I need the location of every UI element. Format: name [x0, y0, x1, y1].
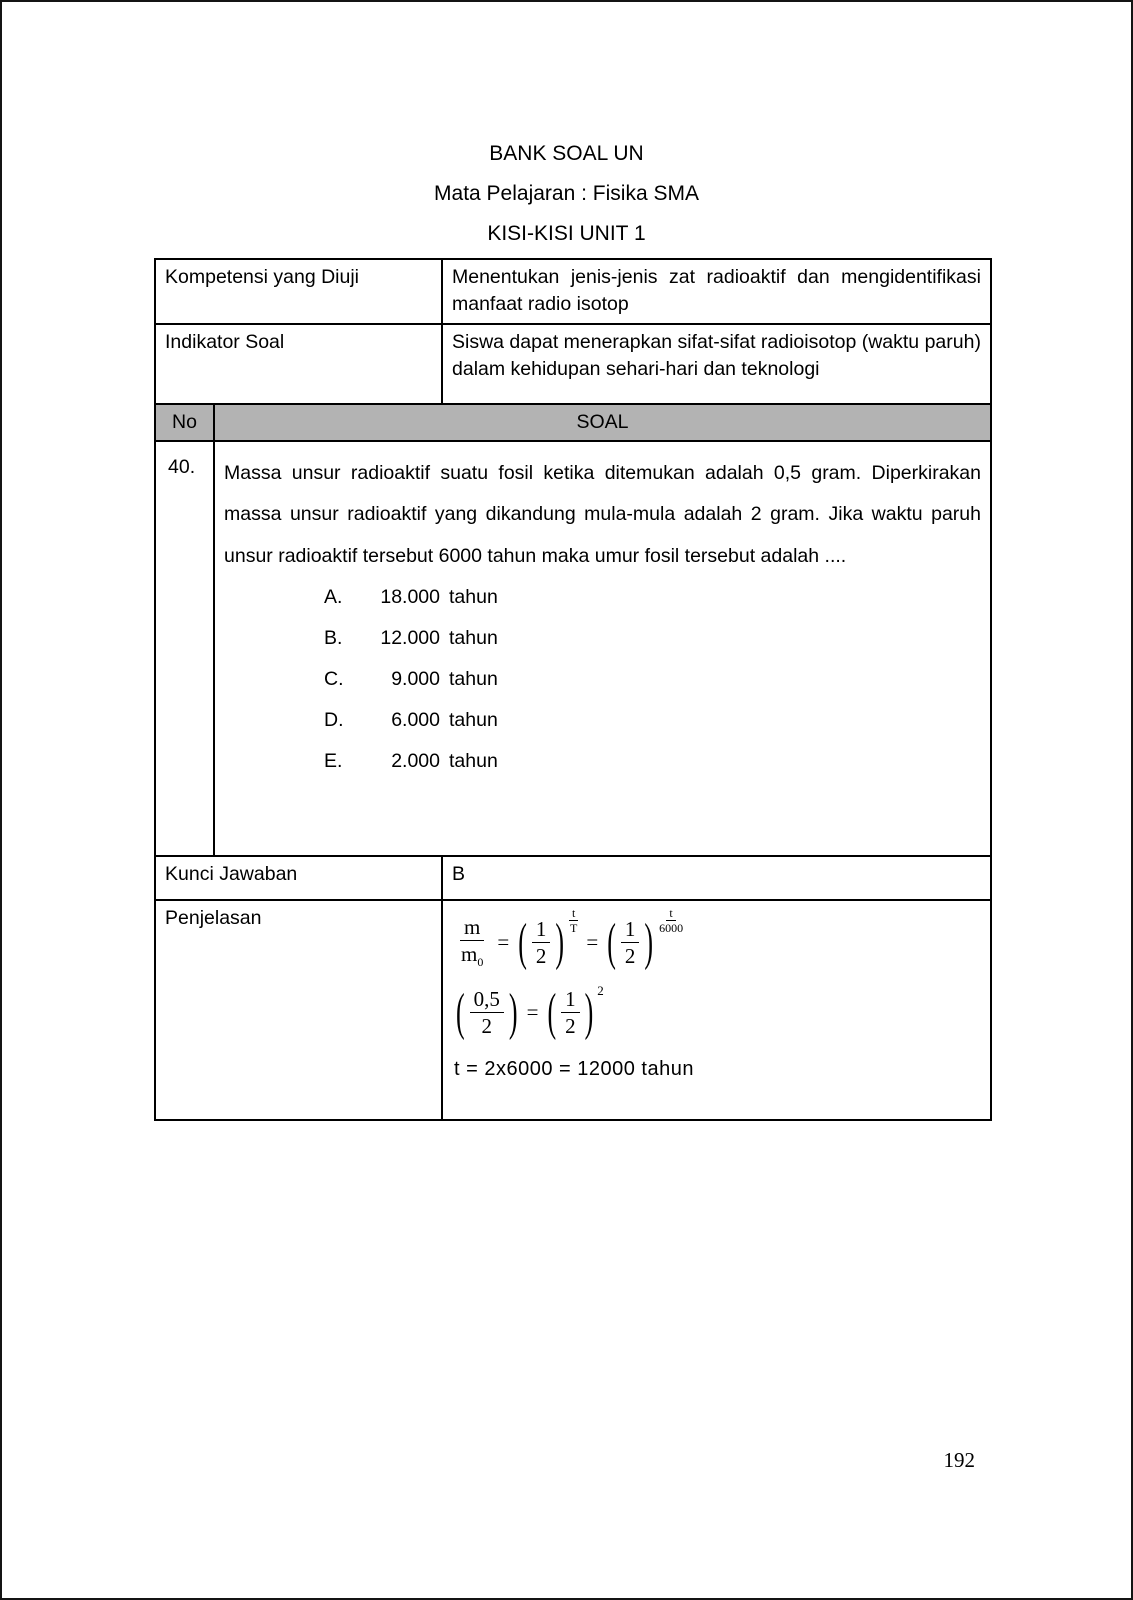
indikator-label: Indikator Soal: [165, 330, 285, 353]
denominator: 2: [535, 944, 547, 969]
exam-table: [154, 258, 992, 1121]
soal-header: SOAL: [213, 405, 990, 440]
row-question: [156, 440, 990, 855]
numerator: 1: [561, 987, 580, 1013]
numerator: t: [666, 906, 675, 921]
option-letter: A.: [324, 586, 343, 609]
option-a: [324, 577, 981, 618]
denominator: 2: [624, 944, 636, 969]
numerator: 1: [621, 917, 640, 943]
indikator-value: Siswa dapat menerapkan sifat-sifat radioisotop (waktu paruh) dalam kehidupan sehari-hari dan teknologi: [441, 325, 990, 403]
option-b: [324, 618, 981, 659]
equals-sign: =: [497, 930, 510, 955]
option-value: 6.000: [391, 709, 440, 732]
exponent-2: 2: [597, 982, 604, 998]
option-letter: D.: [324, 709, 344, 732]
option-c: [324, 659, 981, 700]
kompetensi-value: Menentukan jenis-jenis zat radioaktif dan mengidentifikasi manfaat radio isotop: [441, 260, 990, 323]
formula-ratio-solved: [454, 982, 981, 1041]
numerator: m: [460, 915, 484, 941]
right-paren: ): [584, 982, 594, 1041]
left-paren: (: [456, 982, 465, 1041]
fraction-05-over-2: [470, 987, 504, 1038]
numerator: t: [569, 906, 578, 921]
denominator: T: [570, 921, 578, 936]
doc-title: BANK SOAL UN: [489, 142, 644, 165]
kompetensi-label: Kompetensi yang Diuji: [165, 266, 360, 288]
option-value: 12.000: [380, 627, 440, 650]
left-paren: (: [547, 982, 557, 1041]
right-paren: ): [644, 912, 654, 971]
doc-unit: KISI-KISI UNIT 1: [487, 222, 646, 245]
option-value: 18.000: [380, 586, 440, 609]
option-letter: C.: [324, 668, 344, 691]
option-unit: tahun: [449, 668, 498, 691]
option-value: 9.000: [391, 668, 440, 691]
option-unit: tahun: [449, 709, 498, 732]
option-letter: B.: [324, 627, 343, 650]
option-d: [324, 700, 981, 741]
formula-half-life-ratio: [454, 906, 981, 971]
option-letter: E.: [324, 750, 343, 773]
denominator: 2: [565, 1014, 576, 1039]
den-base: m: [461, 942, 478, 967]
fraction-m-m0: [457, 915, 487, 970]
kunci-label: Kunci Jawaban: [165, 862, 298, 885]
denominator: [457, 941, 487, 970]
row-kompetensi: [156, 260, 990, 323]
penjelasan-label: Penjelasan: [165, 906, 262, 929]
question-cell: [213, 442, 990, 855]
den-subscript: 0: [477, 955, 484, 970]
option-value: 2.000: [391, 750, 440, 773]
option-unit: tahun: [449, 627, 498, 650]
left-paren: (: [607, 912, 616, 971]
right-paren: ): [555, 912, 565, 971]
option-e: [324, 741, 981, 782]
fraction-one-half: [532, 917, 551, 968]
title-block: [2, 2, 1131, 254]
equals-sign: =: [526, 1000, 539, 1025]
option-unit: tahun: [449, 586, 498, 609]
denominator: 2: [481, 1014, 493, 1039]
question-text: Massa unsur radioaktif suatu fosil ketika ditemukan adalah 0,5 gram. Diperkirakan massa unsur radioaktif yang dikandung mula-mula adalah 2 gram. Jika waktu paruh unsur radioaktif tersebut 6000 tahun maka umur fosil tersebut adalah ....: [224, 461, 981, 567]
kunci-value: B: [441, 857, 990, 899]
fraction-one-half: [561, 987, 580, 1038]
numerator: 1: [532, 917, 551, 943]
fraction-one-half: [621, 917, 640, 968]
row-penjelasan: [156, 899, 990, 1119]
row-kunci-jawaban: [156, 855, 990, 899]
formula-result: t = 2x6000 = 12000 tahun: [454, 1057, 694, 1080]
equals-sign: =: [586, 930, 599, 955]
exponent-t-over-6000: [657, 906, 685, 936]
denominator: 6000: [659, 921, 684, 936]
exponent-t-over-T: [568, 906, 579, 936]
left-paren: (: [518, 912, 527, 971]
answer-options: [324, 577, 981, 782]
numerator: 0,5: [470, 987, 504, 1013]
row-indikator: [156, 323, 990, 403]
question-number: 40.: [168, 455, 196, 478]
row-table-header: [156, 403, 990, 440]
page-number: 192: [943, 1448, 975, 1472]
penjelasan-cell: [441, 901, 990, 1119]
option-unit: tahun: [449, 750, 498, 773]
doc-subject: Mata Pelajaran : Fisika SMA: [434, 182, 699, 205]
no-header: No: [172, 410, 197, 433]
right-paren: ): [508, 982, 518, 1041]
